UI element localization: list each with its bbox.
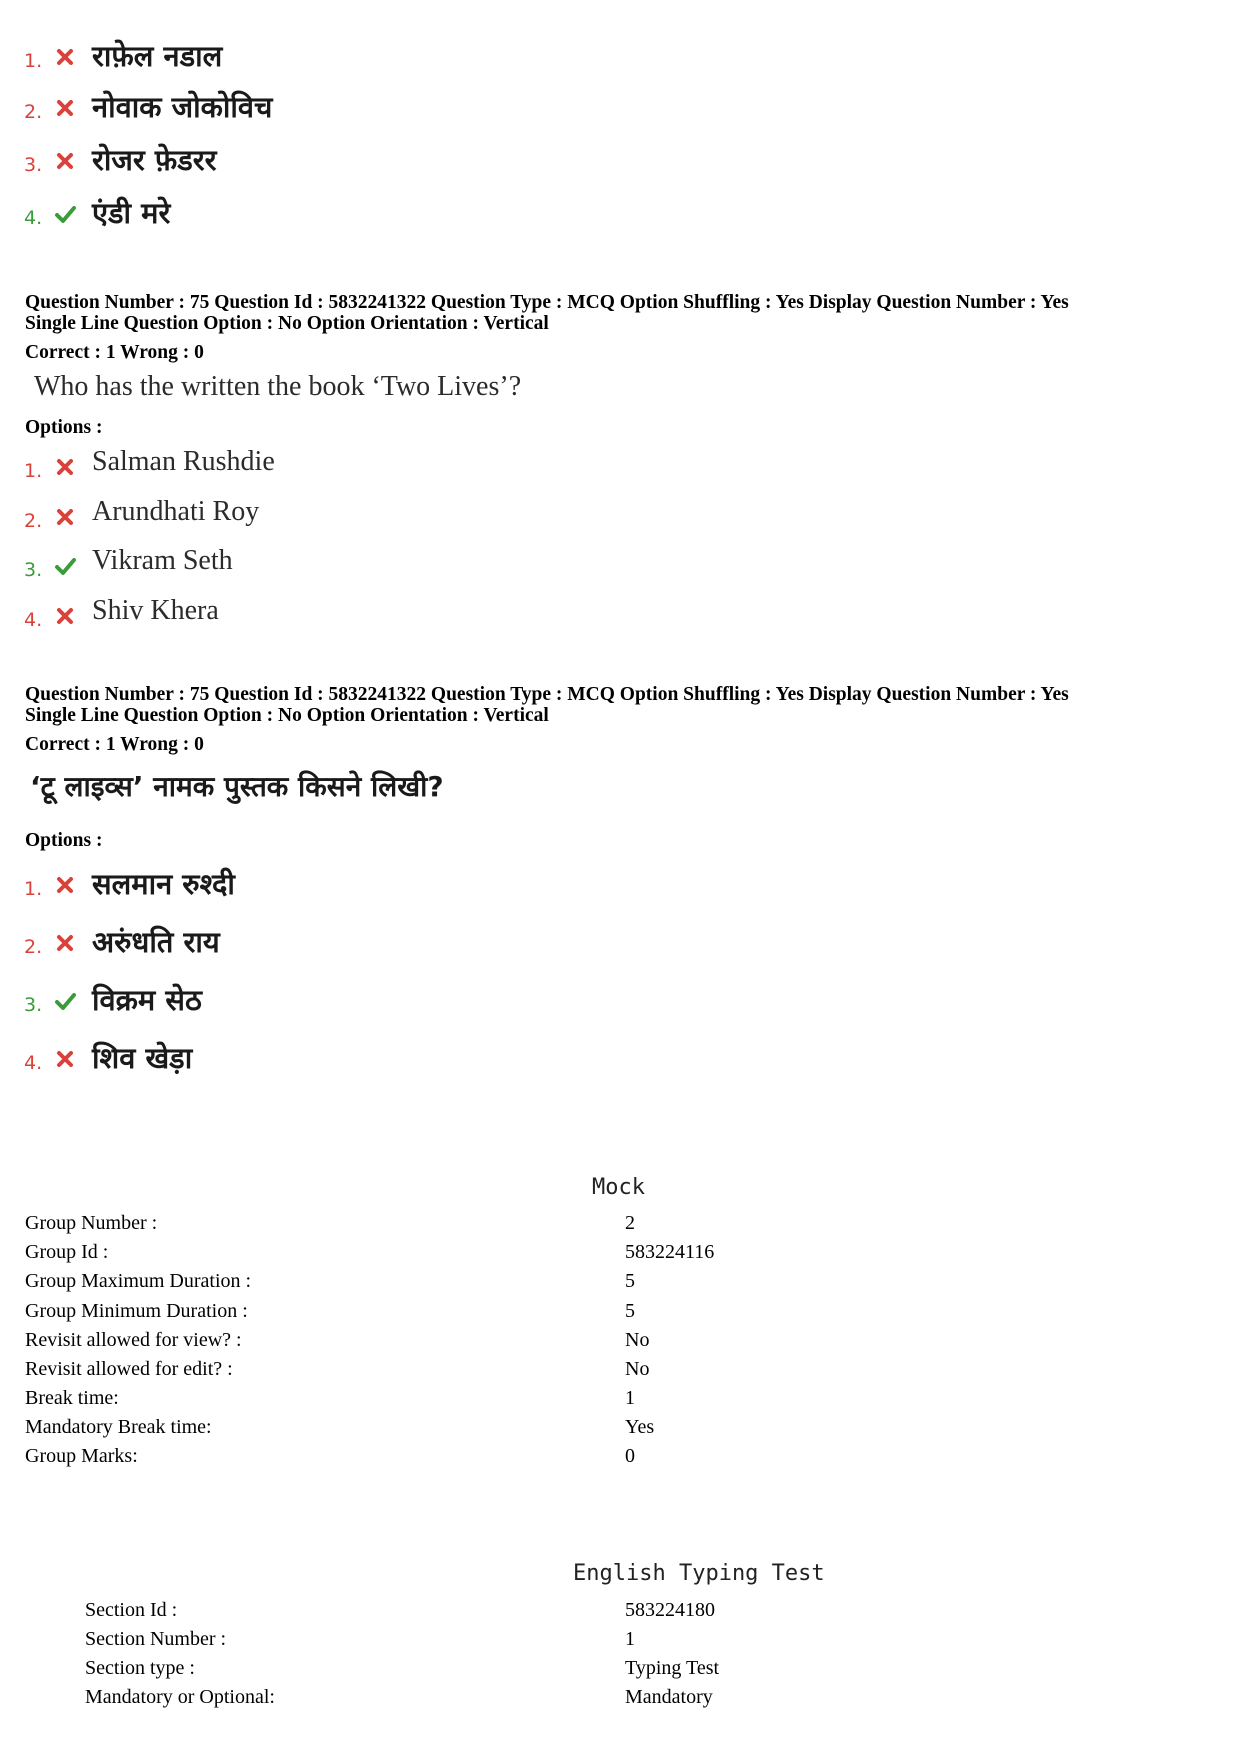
option-text: सलमान रुश्दी <box>92 867 235 901</box>
question-marks: Correct : 1 Wrong : 0 <box>25 342 204 363</box>
question-meta-line1: Question Number : 75 Question Id : 5832241322 Question Type : MCQ Option Shuffling : Yes Display Question Number : Yes <box>25 292 1069 313</box>
option-number: 1. <box>24 50 43 72</box>
wrong-cross-icon <box>54 456 76 478</box>
section-label: Section Id : <box>85 1599 178 1621</box>
option-text: अरुंधति राय <box>92 925 220 959</box>
wrong-cross-icon <box>54 932 76 954</box>
correct-check-icon <box>54 203 76 225</box>
section-value: 1 <box>625 1628 635 1650</box>
question-meta-line1: Question Number : 75 Question Id : 5832241322 Question Type : MCQ Option Shuffling : Yes Display Question Number : Yes <box>25 684 1069 705</box>
option-text: रोजर फ़ेडरर <box>92 143 217 177</box>
section-label: Section Number : <box>85 1628 227 1650</box>
section-value: Typing Test <box>625 1657 720 1679</box>
correct-check-icon <box>54 555 76 577</box>
option-number: 3. <box>24 154 43 176</box>
group-label: Group Minimum Duration : <box>25 1300 248 1322</box>
wrong-cross-icon <box>54 506 76 528</box>
group-label: Break time: <box>25 1387 119 1409</box>
option-number: 4. <box>24 1052 43 1074</box>
option-number: 4. <box>24 609 43 631</box>
wrong-cross-icon <box>54 150 76 172</box>
option-text: नोवाक जोकोविच <box>92 90 273 124</box>
question-meta-line2: Single Line Question Option : No Option Orientation : Vertical <box>25 705 549 726</box>
option-number: 3. <box>24 994 43 1016</box>
option-number: 3. <box>24 559 43 581</box>
section-label: Section type : <box>85 1657 195 1679</box>
section-value: 583224180 <box>625 1599 715 1621</box>
option-number: 1. <box>24 878 43 900</box>
option-text: एंडी मरे <box>92 196 171 230</box>
group-label: Group Maximum Duration : <box>25 1270 252 1292</box>
group-label: Revisit allowed for edit? : <box>25 1358 233 1380</box>
group-value: 5 <box>625 1300 635 1322</box>
option-text: Vikram Seth <box>92 545 233 576</box>
group-value: No <box>625 1329 650 1351</box>
section-label: Mandatory or Optional: <box>85 1686 275 1708</box>
wrong-cross-icon <box>54 97 76 119</box>
option-text: Arundhati Roy <box>92 496 260 527</box>
option-text: Salman Rushdie <box>92 446 275 477</box>
wrong-cross-icon <box>54 605 76 627</box>
section-title: English Typing Test <box>573 1561 825 1586</box>
wrong-cross-icon <box>54 1048 76 1070</box>
group-label: Revisit allowed for view? : <box>25 1329 242 1351</box>
option-number: 2. <box>24 101 43 123</box>
wrong-cross-icon <box>54 874 76 896</box>
options-label: Options : <box>25 830 103 851</box>
question-text: Who has the written the book ‘Two Lives’? <box>34 371 522 402</box>
option-number: 1. <box>24 460 43 482</box>
group-value: Yes <box>625 1416 655 1438</box>
group-label: Group Number : <box>25 1212 158 1234</box>
group-label: Group Marks: <box>25 1445 138 1467</box>
option-text: शिव खेड़ा <box>92 1041 193 1075</box>
group-value: 2 <box>625 1212 635 1234</box>
group-value: 1 <box>625 1387 635 1409</box>
option-text: राफ़ेल नडाल <box>92 39 223 73</box>
option-number: 2. <box>24 510 43 532</box>
group-value: No <box>625 1358 650 1380</box>
group-value: 583224116 <box>625 1241 715 1263</box>
group-title: Mock <box>592 1175 645 1200</box>
section-value: Mandatory <box>625 1686 713 1708</box>
question-meta-line2: Single Line Question Option : No Option Orientation : Vertical <box>25 313 549 334</box>
option-number: 2. <box>24 936 43 958</box>
correct-check-icon <box>54 990 76 1012</box>
option-number: 4. <box>24 207 43 229</box>
option-text: विक्रम सेठ <box>92 983 202 1017</box>
group-value: 0 <box>625 1445 635 1467</box>
option-text: Shiv Khera <box>92 595 219 626</box>
group-label: Group Id : <box>25 1241 109 1263</box>
group-label: Mandatory Break time: <box>25 1416 212 1438</box>
options-label: Options : <box>25 417 103 438</box>
question-text: ‘टू लाइव्स’ नामक पुस्तक किसने लिखी? <box>30 770 444 803</box>
question-marks: Correct : 1 Wrong : 0 <box>25 734 204 755</box>
group-value: 5 <box>625 1270 635 1292</box>
wrong-cross-icon <box>54 46 76 68</box>
